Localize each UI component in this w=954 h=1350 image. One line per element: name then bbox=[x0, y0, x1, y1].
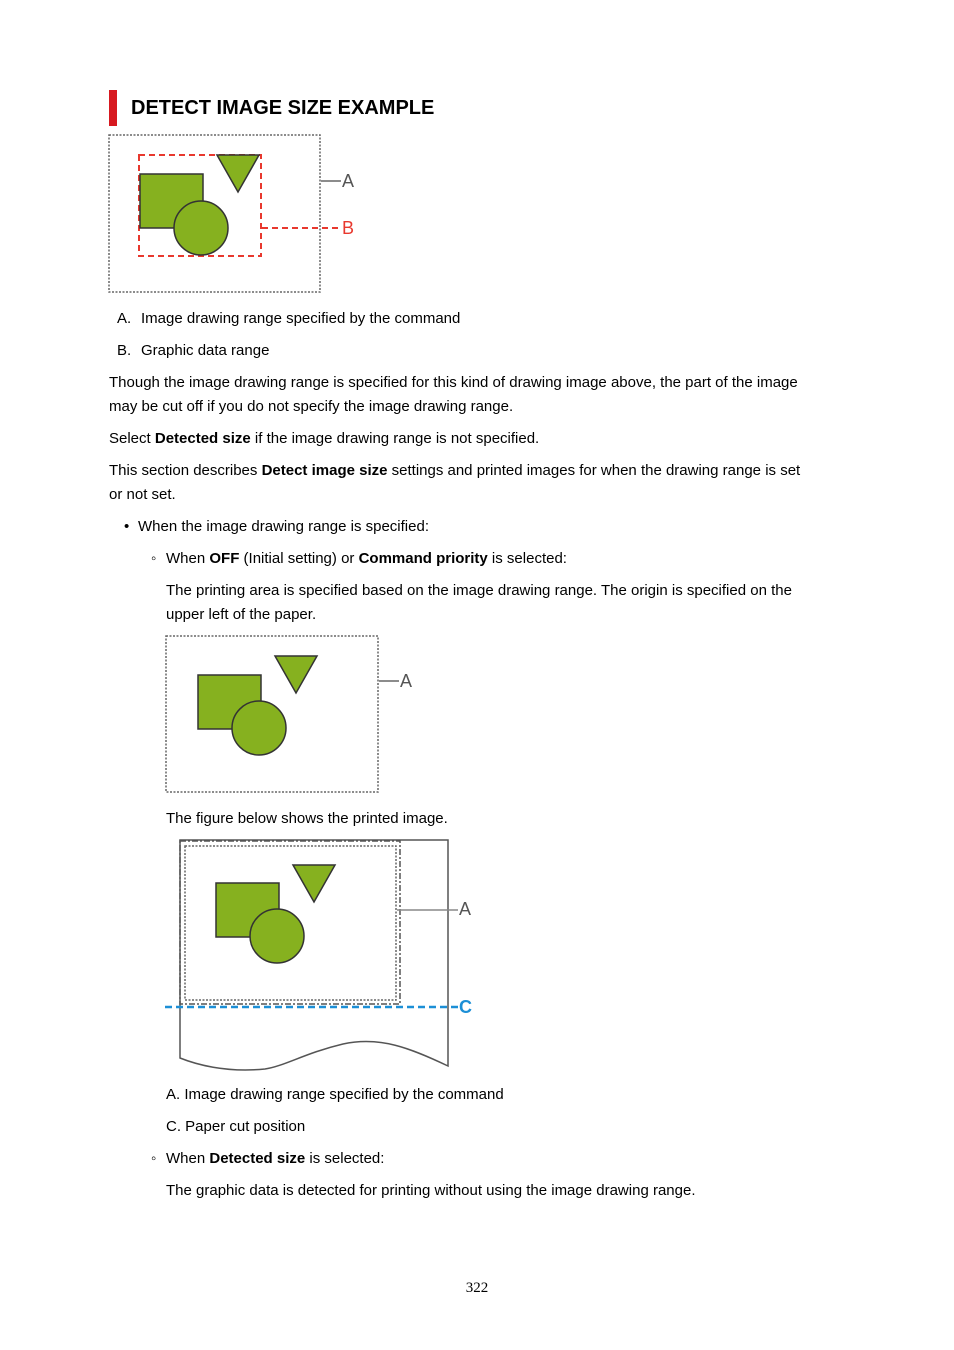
legend-key: B. bbox=[117, 342, 132, 359]
text-run: When bbox=[166, 550, 210, 567]
label-a: A bbox=[342, 171, 355, 191]
text-run: is selected: bbox=[305, 1150, 385, 1167]
detect-image-size-term: Detect image size bbox=[261, 462, 388, 479]
text-run: Select bbox=[109, 430, 155, 447]
bullet-symbol: • bbox=[124, 518, 130, 535]
label-a: A bbox=[400, 671, 413, 691]
text-run: is selected: bbox=[487, 550, 567, 567]
bullet-item-range-specified bbox=[124, 515, 429, 539]
text-run: if the image drawing range is not specified. bbox=[250, 430, 540, 447]
text-run: This section describes bbox=[109, 462, 262, 479]
paragraph-3-line-2: or not set. bbox=[109, 486, 176, 503]
sub2-description: The graphic data is detected for printing without using the image drawing range. bbox=[166, 1182, 696, 1199]
legend-2-item-a: A. Image drawing range specified by the command bbox=[166, 1086, 504, 1103]
label-b: B bbox=[342, 218, 355, 238]
sub-bullet-off-command-priority bbox=[151, 547, 567, 571]
sub-bullet-detected-size bbox=[151, 1147, 384, 1171]
green-circle-shape bbox=[250, 909, 304, 963]
sub-bullet-symbol: ◦ bbox=[151, 550, 157, 567]
detected-size-term: Detected size bbox=[209, 1150, 306, 1167]
command-priority-term: Command priority bbox=[358, 550, 488, 567]
legend-key: A. bbox=[117, 310, 132, 327]
figure-printing-area bbox=[165, 634, 425, 796]
sub-bullet-symbol: ◦ bbox=[151, 1150, 157, 1167]
legend-item-a bbox=[117, 307, 460, 331]
green-circle-shape bbox=[232, 701, 286, 755]
off-term: OFF bbox=[209, 550, 240, 567]
figure-printed-image bbox=[165, 838, 485, 1073]
green-circle-shape bbox=[174, 201, 228, 255]
paragraph-2 bbox=[109, 427, 539, 451]
legend-text: Graphic data range bbox=[141, 342, 270, 359]
label-a: A bbox=[459, 899, 472, 919]
detected-size-term: Detected size bbox=[154, 430, 251, 447]
label-c: C bbox=[459, 997, 472, 1017]
paragraph-3-line-1 bbox=[109, 459, 800, 483]
paragraph-1-line-2: may be cut off if you do not specify the image drawing range. bbox=[109, 398, 514, 415]
legend-2-item-c: C. Paper cut position bbox=[166, 1118, 306, 1135]
figure-image-drawing-range bbox=[108, 133, 368, 295]
heading-accent-bar bbox=[109, 90, 117, 126]
figure-3-caption: The figure below shows the printed image. bbox=[166, 810, 448, 827]
sub1-description-line-2: upper left of the paper. bbox=[166, 606, 317, 623]
paragraph-1-line-1: Though the image drawing range is specified for this kind of drawing image above, the part of the image bbox=[109, 374, 798, 391]
text-run: settings and printed images for when the drawing range is set bbox=[387, 462, 801, 479]
section-title: DETECT IMAGE SIZE EXAMPLE bbox=[131, 97, 435, 119]
legend-item-b bbox=[117, 339, 269, 363]
legend-text: Image drawing range specified by the command bbox=[141, 310, 461, 327]
bullet-text: When the image drawing range is specified: bbox=[138, 518, 429, 535]
text-run: (Initial setting) or bbox=[239, 550, 359, 567]
page-number: 322 bbox=[465, 1280, 489, 1296]
text-run: When bbox=[166, 1150, 210, 1167]
sub1-description-line-1: The printing area is specified based on the image drawing range. The origin is specified on the bbox=[166, 582, 792, 599]
